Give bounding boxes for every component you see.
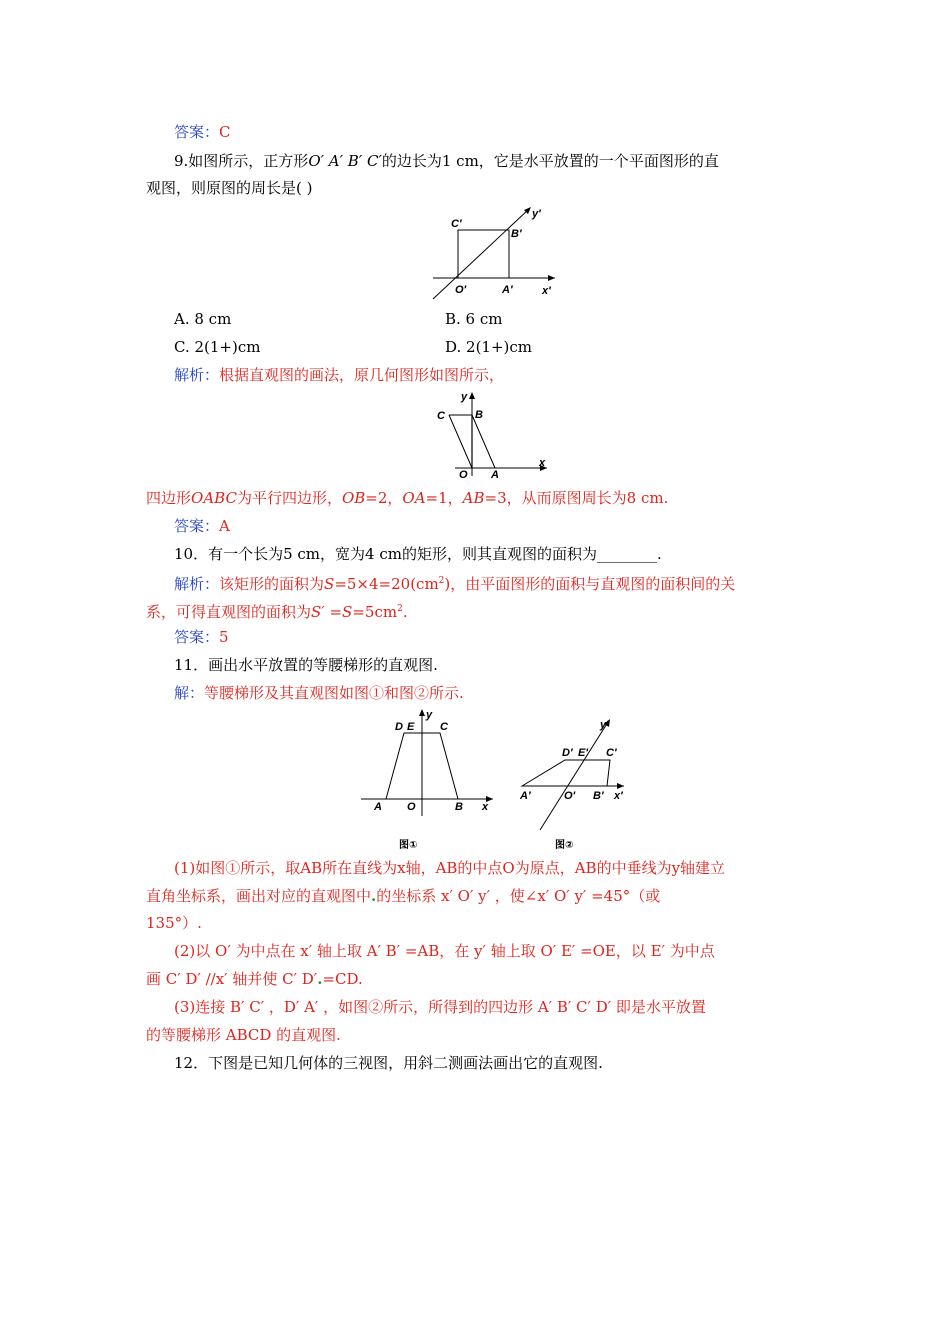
q11-step1-line3: 135°）. bbox=[146, 914, 202, 932]
q9-stem-line2: 观图，则原图的周长是( ) bbox=[146, 179, 313, 197]
fig1-label-A: A′ bbox=[502, 284, 513, 296]
fig1-label-x: x′ bbox=[542, 285, 551, 297]
q11-step1-line2: 直角坐标系，画出对应的直观图中.的坐标系 x′ O′ y′ ，使∠x′ O′ y′ =45°（或 bbox=[146, 887, 661, 905]
q9-figure-square bbox=[425, 205, 565, 300]
q11-step1-line1: (1)如图①所示，取AB所在直线为x轴，AB的中点O为原点，AB的中垂线为y轴建立 bbox=[174, 859, 726, 877]
fig2-label-x: x bbox=[539, 457, 546, 469]
q11-step3-line2: 的等腰梯形 ABCD 的直观图. bbox=[146, 1026, 341, 1044]
fig3-label-C: C bbox=[440, 721, 448, 733]
q9-option-a: A. 8 cm bbox=[174, 310, 232, 328]
fig4-label-C: C′ bbox=[606, 747, 617, 759]
fig3-label-x: x bbox=[482, 801, 489, 813]
q12-stem: 12．下图是已知几何体的三视图，用斜二测画法画出它的直观图. bbox=[174, 1054, 603, 1072]
q11-step2-line2: 画 C′ D′ //x′ 轴并使 C′ D′.=CD. bbox=[146, 970, 363, 988]
q11-figure-1 bbox=[355, 706, 500, 854]
fig1-label-B: B′ bbox=[511, 228, 522, 240]
q9-conclusion: 四边形OABC为平行四边形，OB=2，OA=1，AB=3，从而原图周长为8 cm. bbox=[146, 489, 669, 507]
fig1-label-y: y′ bbox=[532, 208, 541, 220]
fig3-label-E: E bbox=[407, 721, 415, 733]
q11-figure-2 bbox=[510, 712, 638, 854]
fig2-label-A: A bbox=[491, 469, 499, 480]
fig4-label-A: A′ bbox=[520, 790, 531, 802]
fig2-label-O: O bbox=[459, 469, 468, 480]
fig4-label-E: E′ bbox=[578, 747, 588, 759]
fig3-caption: 图① bbox=[399, 840, 418, 851]
q11-stem: 11．画出水平放置的等腰梯形的直观图. bbox=[174, 656, 438, 674]
fig1-label-C: C′ bbox=[451, 218, 462, 230]
q11-step3-line1: (3)连接 B′ C′ ，D′ A′ ，如图②所示，所得到的四边形 A′ B′ C′ D′ 即是水平放置 bbox=[174, 998, 706, 1016]
fig4-label-O: O′ bbox=[564, 790, 576, 802]
fig1-label-O: O′ bbox=[455, 284, 467, 296]
q9-answer: 答案：A bbox=[174, 517, 230, 535]
fig4-label-x: x′ bbox=[614, 790, 623, 802]
fig2-label-y: y bbox=[461, 391, 468, 403]
q9-figure-parallelogram bbox=[425, 388, 555, 480]
q9-stem-line1: 9.如图所示，正方形O′ A′ B′ C′的边长为1 cm，它是水平放置的一个平面图形的直 bbox=[174, 152, 719, 170]
fig4-caption: 图② bbox=[555, 840, 574, 851]
q10-answer: 答案：5 bbox=[174, 628, 229, 646]
fig4-label-y: y′ bbox=[600, 719, 609, 731]
q9-option-b: B. 6 cm bbox=[445, 310, 503, 328]
q10-stem: 10．有一个长为5 cm，宽为4 cm的矩形，则其直观图的面积为________. bbox=[174, 545, 662, 563]
fig3-label-B: B bbox=[455, 801, 463, 813]
fig3-label-D: D bbox=[395, 721, 403, 733]
q10-analysis-line2: 系，可得直观图的面积为$S' =S=5cm^2$. bbox=[146, 603, 408, 621]
q11-solution: 解：等腰梯形及其直观图如图①和图②所示. bbox=[174, 684, 464, 702]
fig3-label-A: A bbox=[374, 801, 382, 813]
fig2-label-B: B bbox=[475, 409, 483, 421]
fig4-label-D: D′ bbox=[562, 747, 573, 759]
q10-analysis-line1: 解析：该矩形的面积为$S=5\times 4=20(cm^2)$，由平面图形的面积与直观图的面积间的关 bbox=[174, 575, 736, 593]
q8-answer: 答案：C bbox=[174, 123, 231, 141]
fig3-label-y: y bbox=[426, 709, 433, 721]
q11-step2-line1: (2)以 O′ 为中点在 x′ 轴上取 A′ B′ =AB，在 y′ 轴上取 O′ E′ =OE，以 E′ 为中点 bbox=[174, 942, 715, 960]
fig4-label-B: B′ bbox=[593, 790, 604, 802]
q9-option-c: C. 2(1+)cm bbox=[174, 338, 261, 356]
fig3-label-O: O bbox=[407, 801, 416, 813]
fig2-label-C: C bbox=[437, 410, 445, 422]
q9-analysis: 解析：根据直观图的画法，原几何图形如图所示， bbox=[174, 366, 505, 384]
q9-option-d: D. 2(1+)cm bbox=[445, 338, 533, 356]
